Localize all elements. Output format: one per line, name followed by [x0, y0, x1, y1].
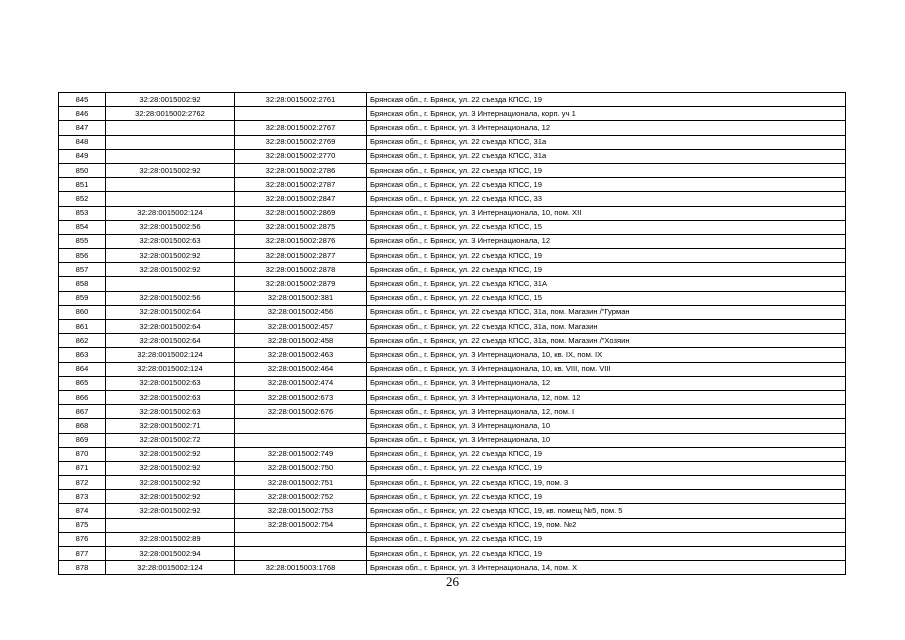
row-number-cell: 858 [59, 277, 106, 291]
parcel-number-cell: 32:28:0015002:56 [106, 220, 235, 234]
parcel-number-cell [106, 149, 235, 163]
parcel-number-cell: 32:28:0015002:124 [106, 348, 235, 362]
row-number-cell: 867 [59, 405, 106, 419]
address-cell: Брянская обл., г. Брянск, ул. 22 съезда КПСС, 33 [367, 192, 846, 206]
object-number-cell: 32:28:0015002:676 [235, 405, 367, 419]
object-number-cell [235, 433, 367, 447]
object-number-cell: 32:28:0015002:673 [235, 390, 367, 404]
parcel-number-cell [106, 121, 235, 135]
address-cell: Брянская обл., г. Брянск, ул. 22 съезда КПСС, 19 [367, 532, 846, 546]
parcel-number-cell: 32:28:0015002:92 [106, 504, 235, 518]
parcel-number-cell: 32:28:0015002:71 [106, 419, 235, 433]
row-number-cell: 864 [59, 362, 106, 376]
parcel-number-cell: 32:28:0015002:64 [106, 334, 235, 348]
object-number-cell: 32:28:0015002:381 [235, 291, 367, 305]
object-number-cell: 32:28:0015002:458 [235, 334, 367, 348]
table-row [59, 320, 846, 334]
row-number-cell: 873 [59, 490, 106, 504]
address-cell: Брянская обл., г. Брянск, ул. 22 съезда КПСС, 31А [367, 277, 846, 291]
address-cell: Брянская обл., г. Брянск, ул. 22 съезда КПСС, 15 [367, 291, 846, 305]
table-row [59, 263, 846, 277]
parcel-number-cell: 32:28:0015002:92 [106, 476, 235, 490]
address-cell: Брянская обл., г. Брянск, ул. 22 съезда КПСС, 19 [367, 447, 846, 461]
address-cell: Брянская обл., г. Брянск, ул. 22 съезда КПСС, 19 [367, 163, 846, 177]
object-number-cell: 32:28:0015002:2875 [235, 220, 367, 234]
address-cell: Брянская обл., г. Брянск, ул. 3 Интернационала, 10, кв. IX, пом. IX [367, 348, 846, 362]
address-cell: Брянская обл., г. Брянск, ул. 22 съезда КПСС, 19 [367, 263, 846, 277]
row-number-cell: 850 [59, 163, 106, 177]
row-number-cell: 852 [59, 192, 106, 206]
row-number-cell: 874 [59, 504, 106, 518]
parcel-number-cell: 32:28:0015002:64 [106, 305, 235, 319]
row-number-cell: 861 [59, 320, 106, 334]
row-number-cell: 870 [59, 447, 106, 461]
object-number-cell [235, 419, 367, 433]
table-row [59, 362, 846, 376]
parcel-number-cell: 32:28:0015002:124 [106, 206, 235, 220]
object-number-cell [235, 107, 367, 121]
table-row [59, 405, 846, 419]
object-number-cell: 32:28:0015002:751 [235, 476, 367, 490]
table-row [59, 107, 846, 121]
parcel-number-cell [106, 192, 235, 206]
row-number-cell: 863 [59, 348, 106, 362]
address-cell: Брянская обл., г. Брянск, ул. 3 Интернационала, 12, пом. I [367, 405, 846, 419]
object-number-cell: 32:28:0015002:2879 [235, 277, 367, 291]
parcel-number-cell [106, 178, 235, 192]
row-number-cell: 875 [59, 518, 106, 532]
address-cell: Брянская обл., г. Брянск, ул. 3 Интернационала, 10, кв. VIII, пом. VIII [367, 362, 846, 376]
address-cell: Брянская обл., г. Брянск, ул. 22 съезда КПСС, 15 [367, 220, 846, 234]
object-number-cell: 32:28:0015002:2877 [235, 249, 367, 263]
table-row [59, 206, 846, 220]
table-row [59, 433, 846, 447]
parcel-number-cell: 32:28:0015002:63 [106, 234, 235, 248]
parcel-number-cell: 32:28:0015002:94 [106, 547, 235, 561]
table-row [59, 504, 846, 518]
table-row [59, 376, 846, 390]
object-number-cell: 32:28:0015002:474 [235, 376, 367, 390]
parcel-number-cell: 32:28:0015002:92 [106, 461, 235, 475]
parcel-number-cell: 32:28:0015002:124 [106, 362, 235, 376]
object-number-cell: 32:28:0015002:749 [235, 447, 367, 461]
address-cell: Брянская обл., г. Брянск, ул. 3 Интернационала, 10, пом. XII [367, 206, 846, 220]
parcel-number-cell [106, 135, 235, 149]
object-number-cell: 32:28:0015002:2847 [235, 192, 367, 206]
row-number-cell: 857 [59, 263, 106, 277]
parcel-number-cell: 32:28:0015002:92 [106, 263, 235, 277]
object-number-cell: 32:28:0015002:2786 [235, 163, 367, 177]
object-number-cell [235, 547, 367, 561]
row-number-cell: 872 [59, 476, 106, 490]
table-row [59, 93, 846, 107]
address-cell: Брянская обл., г. Брянск, ул. 22 съезда КПСС, 19 [367, 249, 846, 263]
address-cell: Брянская обл., г. Брянск, ул. 3 Интернационала, 12 [367, 234, 846, 248]
table-row [59, 249, 846, 263]
table-row [59, 532, 846, 546]
object-number-cell: 32:28:0015002:2869 [235, 206, 367, 220]
table-row [59, 305, 846, 319]
object-number-cell: 32:28:0015002:457 [235, 320, 367, 334]
row-number-cell: 845 [59, 93, 106, 107]
object-number-cell [235, 532, 367, 546]
object-number-cell: 32:28:0015002:2770 [235, 149, 367, 163]
object-number-cell: 32:28:0015002:464 [235, 362, 367, 376]
row-number-cell: 878 [59, 561, 106, 575]
address-cell: Брянская обл., г. Брянск, ул. 3 Интернационала, 12, пом. 12 [367, 390, 846, 404]
table-row [59, 476, 846, 490]
table-row [59, 178, 846, 192]
table-row [59, 149, 846, 163]
object-number-cell: 32:28:0015003:1768 [235, 561, 367, 575]
address-cell: Брянская обл., г. Брянск, ул. 22 съезда КПСС, 31а [367, 135, 846, 149]
table-row [59, 277, 846, 291]
row-number-cell: 868 [59, 419, 106, 433]
row-number-cell: 859 [59, 291, 106, 305]
object-number-cell: 32:28:0015002:753 [235, 504, 367, 518]
row-number-cell: 855 [59, 234, 106, 248]
object-number-cell: 32:28:0015002:456 [235, 305, 367, 319]
address-cell: Брянская обл., г. Брянск, ул. 22 съезда КПСС, 19 [367, 178, 846, 192]
table-row [59, 447, 846, 461]
parcel-number-cell: 32:28:0015002:92 [106, 249, 235, 263]
row-number-cell: 871 [59, 461, 106, 475]
address-cell: Брянская обл., г. Брянск, ул. 22 съезда КПСС, 19, пом. 3 [367, 476, 846, 490]
address-cell: Брянская обл., г. Брянск, ул. 22 съезда КПСС, 19, пом. №2 [367, 518, 846, 532]
table-row [59, 490, 846, 504]
row-number-cell: 849 [59, 149, 106, 163]
row-number-cell: 848 [59, 135, 106, 149]
address-cell: Брянская обл., г. Брянск, ул. 22 съезда КПСС, 19 [367, 93, 846, 107]
address-cell: Брянская обл., г. Брянск, ул. 22 съезда КПСС, 19 [367, 461, 846, 475]
object-number-cell: 32:28:0015002:750 [235, 461, 367, 475]
object-number-cell: 32:28:0015002:752 [235, 490, 367, 504]
table-row [59, 220, 846, 234]
row-number-cell: 876 [59, 532, 106, 546]
address-cell: Брянская обл., г. Брянск, ул. 3 Интернационала, 10 [367, 433, 846, 447]
address-cell: Брянская обл., г. Брянск, ул. 22 съезда КПСС, 31а, пом. Магазин /"Гурман [367, 305, 846, 319]
page-number: 26 [446, 574, 459, 589]
parcel-number-cell: 32:28:0015002:64 [106, 320, 235, 334]
registry-table [58, 92, 846, 575]
parcel-number-cell: 32:28:0015002:56 [106, 291, 235, 305]
address-cell: Брянская обл., г. Брянск, ул. 3 Интернационала, 12 [367, 376, 846, 390]
table-row [59, 192, 846, 206]
parcel-number-cell: 32:28:0015002:63 [106, 390, 235, 404]
object-number-cell: 32:28:0015002:2767 [235, 121, 367, 135]
address-cell: Брянская обл., г. Брянск, ул. 3 Интернационала, корп. уч 1 [367, 107, 846, 121]
parcel-number-cell [106, 518, 235, 532]
address-cell: Брянская обл., г. Брянск, ул. 22 съезда КПСС, 19 [367, 547, 846, 561]
row-number-cell: 847 [59, 121, 106, 135]
parcel-number-cell: 32:28:0015002:92 [106, 163, 235, 177]
row-number-cell: 862 [59, 334, 106, 348]
address-cell: Брянская обл., г. Брянск, ул. 22 съезда КПСС, 31а [367, 149, 846, 163]
table-row [59, 461, 846, 475]
object-number-cell: 32:28:0015002:2769 [235, 135, 367, 149]
parcel-number-cell: 32:28:0015002:92 [106, 93, 235, 107]
object-number-cell: 32:28:0015002:754 [235, 518, 367, 532]
row-number-cell: 851 [59, 178, 106, 192]
table-row [59, 234, 846, 248]
address-cell: Брянская обл., г. Брянск, ул. 22 съезда КПСС, 31а, пом. Магазин /"Хозяин [367, 334, 846, 348]
parcel-number-cell: 32:28:0015002:89 [106, 532, 235, 546]
parcel-number-cell: 32:28:0015002:63 [106, 405, 235, 419]
object-number-cell: 32:28:0015002:2761 [235, 93, 367, 107]
row-number-cell: 846 [59, 107, 106, 121]
row-number-cell: 856 [59, 249, 106, 263]
table-row [59, 419, 846, 433]
row-number-cell: 854 [59, 220, 106, 234]
row-number-cell: 860 [59, 305, 106, 319]
row-number-cell: 853 [59, 206, 106, 220]
table-row [59, 163, 846, 177]
address-cell: Брянская обл., г. Брянск, ул. 22 съезда КПСС, 19 [367, 490, 846, 504]
table-row [59, 334, 846, 348]
row-number-cell: 865 [59, 376, 106, 390]
parcel-number-cell: 32:28:0015002:2762 [106, 107, 235, 121]
parcel-number-cell: 32:28:0015002:92 [106, 490, 235, 504]
parcel-number-cell: 32:28:0015002:63 [106, 376, 235, 390]
object-number-cell: 32:28:0015002:2876 [235, 234, 367, 248]
address-cell: Брянская обл., г. Брянск, ул. 3 Интернационала, 12 [367, 121, 846, 135]
table-row [59, 291, 846, 305]
address-cell: Брянская обл., г. Брянск, ул. 3 Интернационала, 14, пом. X [367, 561, 846, 575]
object-number-cell: 32:28:0015002:2787 [235, 178, 367, 192]
row-number-cell: 866 [59, 390, 106, 404]
table-row [59, 547, 846, 561]
object-number-cell: 32:28:0015002:2878 [235, 263, 367, 277]
parcel-number-cell [106, 277, 235, 291]
table-row [59, 348, 846, 362]
row-number-cell: 869 [59, 433, 106, 447]
table-row [59, 121, 846, 135]
parcel-number-cell: 32:28:0015002:124 [106, 561, 235, 575]
table-row [59, 561, 846, 575]
object-number-cell: 32:28:0015002:463 [235, 348, 367, 362]
row-number-cell: 877 [59, 547, 106, 561]
address-cell: Брянская обл., г. Брянск, ул. 3 Интернационала, 10 [367, 419, 846, 433]
table-row [59, 390, 846, 404]
address-cell: Брянская обл., г. Брянск, ул. 22 съезда КПСС, 19, кв. помещ №5, пом. 5 [367, 504, 846, 518]
table-row [59, 135, 846, 149]
parcel-number-cell: 32:28:0015002:92 [106, 447, 235, 461]
table-row [59, 518, 846, 532]
address-cell: Брянская обл., г. Брянск, ул. 22 съезда КПСС, 31а, пом. Магазин [367, 320, 846, 334]
registry-table-body [59, 93, 846, 575]
parcel-number-cell: 32:28:0015002:72 [106, 433, 235, 447]
